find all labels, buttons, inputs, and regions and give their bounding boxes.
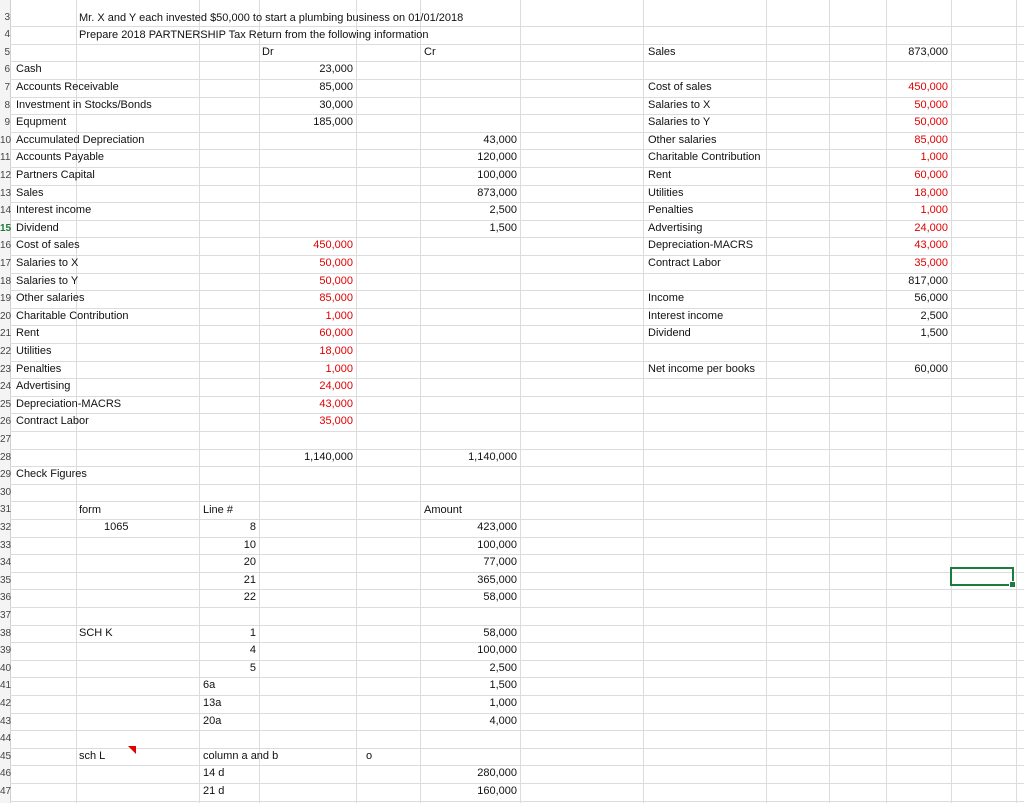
grid-col-line xyxy=(1016,0,1017,803)
line-header[interactable]: Line # xyxy=(203,504,233,516)
interest-value[interactable]: 2,500 xyxy=(920,309,948,322)
schk-line-number[interactable]: 20a xyxy=(203,714,222,727)
row-number[interactable]: 7 xyxy=(4,82,10,93)
grid-row-line xyxy=(10,97,1024,98)
grid-row-line xyxy=(10,713,1024,714)
grid-col-line xyxy=(520,0,521,803)
net-income-label[interactable]: Net income per books xyxy=(648,362,755,375)
tb-cr[interactable]: 120,000 xyxy=(477,151,517,164)
tb-dr[interactable]: 18,000 xyxy=(319,345,353,357)
expense-label[interactable]: Advertising xyxy=(648,221,703,234)
grid-row-line xyxy=(10,554,1024,555)
total-expenses[interactable]: 817,000 xyxy=(908,274,948,287)
row-number[interactable]: 24 xyxy=(0,381,12,393)
grid-row-line xyxy=(10,290,1024,291)
schk-line-number[interactable]: 1 xyxy=(249,626,256,639)
expense-value[interactable]: 24,000 xyxy=(914,221,948,234)
tb-dr[interactable]: 1,000 xyxy=(325,362,353,375)
dividend-value[interactable]: 1,500 xyxy=(920,327,948,340)
row-number[interactable]: 12 xyxy=(0,170,12,181)
grid-col-line xyxy=(643,0,644,803)
interest-label[interactable]: Interest income xyxy=(648,309,724,322)
row-number[interactable]: 17 xyxy=(0,258,12,269)
tb-label[interactable]: Sales xyxy=(16,186,44,199)
row-number[interactable]: 29 xyxy=(0,469,12,481)
schk-line-number[interactable]: 4 xyxy=(249,644,256,657)
expense-label[interactable]: Salaries to Y xyxy=(648,116,711,129)
schk-line-amount[interactable]: 58,000 xyxy=(483,626,517,639)
row-number[interactable]: 6 xyxy=(4,64,10,76)
title-line-1[interactable]: Mr. X and Y each invested $50,000 to start a plumbing business on 01/01/2018 xyxy=(79,12,464,24)
tb-dr[interactable]: 30,000 xyxy=(319,98,353,111)
expense-value[interactable]: 35,000 xyxy=(914,257,948,269)
form-line-amount[interactable]: 423,000 xyxy=(477,521,517,533)
grid-row-line xyxy=(10,677,1024,678)
row-number[interactable]: 3 xyxy=(4,11,10,23)
row-number[interactable]: 14 xyxy=(0,205,12,217)
schk-line-amount[interactable]: 2,500 xyxy=(489,661,517,674)
row-number[interactable]: 37 xyxy=(0,610,12,621)
grid-row-line xyxy=(10,695,1024,696)
row-number[interactable]: 45 xyxy=(0,750,12,762)
grid-row-line xyxy=(10,607,1024,608)
schk-line-number[interactable]: 6a xyxy=(203,679,216,692)
grid-row-line xyxy=(10,185,1024,186)
row-number[interactable]: 38 xyxy=(0,627,12,639)
grid-col-line xyxy=(829,0,830,803)
grid-row-line xyxy=(10,361,1024,362)
check-figures-label[interactable]: Check Figures xyxy=(16,468,87,480)
grid-row-line xyxy=(10,167,1024,168)
tb-label[interactable]: Partners Capital xyxy=(16,169,95,181)
title-line-2[interactable]: Prepare 2018 PARTNERSHIP Tax Return from the following information xyxy=(79,29,429,41)
tb-label[interactable]: Utilities xyxy=(16,345,52,357)
dr-header[interactable]: Dr xyxy=(262,46,274,58)
form-line-number[interactable]: 10 xyxy=(243,538,256,551)
grid-row-line xyxy=(10,730,1024,731)
tb-label[interactable]: Charitable Contribution xyxy=(16,309,129,322)
grid-row-line xyxy=(10,484,1024,485)
row-number[interactable]: 10 xyxy=(0,134,12,146)
row-number[interactable]: 42 xyxy=(0,698,12,709)
schl-o[interactable]: o xyxy=(366,750,373,762)
tb-dr[interactable]: 450,000 xyxy=(313,239,353,252)
row-number[interactable]: 33 xyxy=(0,539,12,551)
tb-dr[interactable]: 185,000 xyxy=(313,116,353,129)
grid-row-line xyxy=(10,149,1024,150)
expense-label[interactable]: Rent xyxy=(648,169,672,181)
tb-label[interactable]: Equpment xyxy=(16,116,67,129)
grid-row-line xyxy=(10,431,1024,432)
expense-label[interactable]: Depreciation-MACRS xyxy=(648,239,754,252)
grid-col-line xyxy=(199,0,200,803)
grid-row-line xyxy=(10,660,1024,661)
expense-value[interactable]: 450,000 xyxy=(908,81,948,93)
row-number[interactable]: 25 xyxy=(0,398,12,410)
grid-row-line xyxy=(10,378,1024,379)
row-number[interactable]: 41 xyxy=(0,680,12,692)
expense-value[interactable]: 1,000 xyxy=(920,151,948,164)
row-number[interactable]: 26 xyxy=(0,416,12,428)
tb-label[interactable]: Depreciation-MACRS xyxy=(16,397,122,410)
schk-line-number[interactable]: 5 xyxy=(249,661,256,674)
grid-row-line xyxy=(10,449,1024,450)
schl-line-amount[interactable]: 280,000 xyxy=(477,767,517,780)
grid-row-line xyxy=(10,325,1024,326)
tb-label[interactable]: Rent xyxy=(16,327,40,340)
tb-label[interactable]: Cash xyxy=(16,63,42,76)
tb-dr[interactable]: 23,000 xyxy=(319,63,353,76)
schk-line-amount[interactable]: 100,000 xyxy=(477,644,517,657)
row-number[interactable]: 44 xyxy=(0,733,12,745)
expense-value[interactable]: 50,000 xyxy=(914,116,948,129)
grid-row-line xyxy=(10,572,1024,573)
row-number[interactable]: 36 xyxy=(0,592,12,604)
grid-row-line xyxy=(10,220,1024,221)
tb-label[interactable]: Accounts Payable xyxy=(16,151,105,164)
form-line-amount[interactable]: 58,000 xyxy=(483,591,517,604)
expense-label[interactable]: Cost of sales xyxy=(648,81,712,93)
grid-col-line xyxy=(766,0,767,803)
row-number[interactable]: 35 xyxy=(0,574,12,586)
selected-cell[interactable] xyxy=(950,567,1014,586)
tb-dr[interactable]: 60,000 xyxy=(319,327,353,340)
grid-row-line xyxy=(10,642,1024,643)
grid-row-line xyxy=(10,748,1024,749)
income-value[interactable]: 56,000 xyxy=(914,292,948,305)
schk-line-amount[interactable]: 1,000 xyxy=(489,697,517,709)
grid-row-line xyxy=(10,308,1024,309)
grid-row-line xyxy=(10,114,1024,115)
expense-label[interactable]: Utilities xyxy=(648,186,684,199)
grid-row-line xyxy=(10,343,1024,344)
tb-label[interactable]: Advertising xyxy=(16,380,71,393)
row-number[interactable]: 43 xyxy=(0,715,12,727)
expense-value[interactable]: 50,000 xyxy=(914,98,948,111)
row-number[interactable]: 20 xyxy=(0,310,12,322)
grid-col-line xyxy=(356,0,357,803)
row-number[interactable]: 30 xyxy=(0,486,12,498)
row-number[interactable]: 21 xyxy=(0,328,12,340)
grid-row-line xyxy=(10,396,1024,397)
comment-indicator-icon[interactable] xyxy=(128,746,136,754)
expense-label[interactable]: Penalties xyxy=(648,204,694,217)
schk-line-amount[interactable]: 4,000 xyxy=(489,714,517,727)
tb-dr[interactable]: 35,000 xyxy=(319,415,353,428)
form-line-amount[interactable]: 365,000 xyxy=(477,573,517,586)
tb-label[interactable]: Investment in Stocks/Bonds xyxy=(16,98,152,111)
grid-row-line xyxy=(10,537,1024,538)
tb-dr[interactable]: 43,000 xyxy=(319,397,353,410)
tb-label[interactable]: Salaries to X xyxy=(16,257,79,269)
tb-dr[interactable]: 85,000 xyxy=(319,292,353,305)
grid-row-line xyxy=(10,625,1024,626)
row-number[interactable]: 19 xyxy=(0,293,12,305)
expense-label[interactable]: Charitable Contribution xyxy=(648,151,761,164)
grid-row-line xyxy=(10,783,1024,784)
row-number[interactable]: 32 xyxy=(0,522,12,533)
tb-cr[interactable]: 2,500 xyxy=(489,204,517,217)
tb-label[interactable]: Cost of sales xyxy=(16,239,80,252)
grid-col-line xyxy=(951,0,952,803)
sales-value[interactable]: 873,000 xyxy=(908,45,948,58)
expense-label[interactable]: Contract Labor xyxy=(648,257,721,269)
grid-row-line xyxy=(10,202,1024,203)
row-number[interactable]: 34 xyxy=(0,557,12,569)
row-number[interactable]: 15 xyxy=(0,222,12,234)
grid-row-line xyxy=(10,79,1024,80)
row-number[interactable]: 31 xyxy=(0,504,12,516)
row-number[interactable]: 40 xyxy=(0,662,12,674)
expense-value[interactable]: 43,000 xyxy=(914,239,948,252)
schl-line-number[interactable]: 21 d xyxy=(203,785,225,797)
row-number[interactable]: 4 xyxy=(4,29,10,41)
grid-row-line xyxy=(10,413,1024,414)
grid-row-line xyxy=(10,765,1024,766)
schl-line-number[interactable]: 14 d xyxy=(203,767,225,780)
tb-dr[interactable]: 50,000 xyxy=(319,274,353,287)
schl-line-amount[interactable]: 160,000 xyxy=(477,785,517,797)
dividend-label[interactable]: Dividend xyxy=(648,327,691,340)
total-dr[interactable]: 1,140,000 xyxy=(304,451,353,463)
row-number[interactable]: 18 xyxy=(0,275,12,287)
grid-row-line xyxy=(10,61,1024,62)
row-number[interactable]: 28 xyxy=(0,451,12,463)
row-number[interactable]: 13 xyxy=(0,187,12,199)
row-number[interactable]: 22 xyxy=(0,346,12,357)
expense-label[interactable]: Other salaries xyxy=(648,133,717,146)
form-line-number[interactable]: 8 xyxy=(249,521,256,533)
tb-label[interactable]: Salaries to Y xyxy=(16,274,79,287)
grid-row-line xyxy=(10,273,1024,274)
row-number[interactable]: 39 xyxy=(0,645,12,657)
tb-label[interactable]: Accounts Receivable xyxy=(16,81,119,93)
expense-value[interactable]: 85,000 xyxy=(914,133,948,146)
expense-value[interactable]: 18,000 xyxy=(914,186,948,199)
tb-dr[interactable]: 1,000 xyxy=(325,309,353,322)
form-line-number[interactable]: 21 xyxy=(243,573,256,586)
grid-row-line xyxy=(10,589,1024,590)
row-number[interactable]: 23 xyxy=(0,363,12,375)
tb-label[interactable]: Dividend xyxy=(16,221,59,234)
form-line-amount[interactable]: 100,000 xyxy=(477,538,517,551)
schl-label[interactable]: sch L xyxy=(79,750,106,762)
net-income-value[interactable]: 60,000 xyxy=(914,362,948,375)
tb-label[interactable]: Other salaries xyxy=(16,292,85,305)
schk-line-number[interactable]: 13a xyxy=(203,697,222,709)
row-number[interactable]: 47 xyxy=(0,786,12,797)
tb-label[interactable]: Interest income xyxy=(16,204,92,217)
row-number[interactable]: 5 xyxy=(4,46,10,58)
form-number[interactable]: 1065 xyxy=(104,521,129,533)
amount-header[interactable]: Amount xyxy=(424,504,462,516)
tb-dr[interactable]: 85,000 xyxy=(319,81,353,93)
tb-cr[interactable]: 100,000 xyxy=(477,169,517,181)
row-number[interactable]: 16 xyxy=(0,240,12,252)
tb-cr[interactable]: 873,000 xyxy=(477,186,517,199)
expense-value[interactable]: 1,000 xyxy=(920,204,948,217)
schl-note[interactable]: column a and b xyxy=(203,750,279,762)
expense-label[interactable]: Salaries to X xyxy=(648,98,711,111)
tb-label[interactable]: Accumulated Depreciation xyxy=(16,133,145,146)
tb-cr[interactable]: 43,000 xyxy=(483,133,517,146)
grid-row-line xyxy=(10,132,1024,133)
grid-row-line xyxy=(10,255,1024,256)
form-line-number[interactable]: 20 xyxy=(243,556,256,569)
row-number[interactable]: 8 xyxy=(4,99,10,111)
sales-label[interactable]: Sales xyxy=(648,45,676,58)
form-header[interactable]: form xyxy=(79,504,101,516)
tb-label[interactable]: Contract Labor xyxy=(16,415,89,428)
cr-header[interactable]: Cr xyxy=(424,46,436,58)
expense-value[interactable]: 60,000 xyxy=(914,169,948,181)
schk-label[interactable]: SCH K xyxy=(79,627,113,639)
grid-row-line xyxy=(10,519,1024,520)
income-label[interactable]: Income xyxy=(648,292,685,305)
row-number[interactable]: 11 xyxy=(0,152,11,164)
row-number[interactable]: 46 xyxy=(0,768,12,780)
grid-row-line xyxy=(10,501,1024,502)
tb-cr[interactable]: 1,500 xyxy=(489,221,517,234)
tb-dr[interactable]: 50,000 xyxy=(319,257,353,269)
total-cr[interactable]: 1,140,000 xyxy=(468,451,517,463)
grid-row-line xyxy=(10,801,1024,802)
row-number[interactable]: 27 xyxy=(0,434,12,445)
schk-line-amount[interactable]: 1,500 xyxy=(489,679,517,692)
form-line-number[interactable]: 22 xyxy=(243,591,256,604)
form-line-amount[interactable]: 77,000 xyxy=(483,556,517,569)
grid-row-line xyxy=(10,237,1024,238)
grid-row-line xyxy=(10,466,1024,467)
tb-dr[interactable]: 24,000 xyxy=(319,380,353,393)
row-number[interactable]: 9 xyxy=(4,117,10,129)
tb-label[interactable]: Penalties xyxy=(16,362,62,375)
fill-handle[interactable] xyxy=(1009,581,1016,588)
